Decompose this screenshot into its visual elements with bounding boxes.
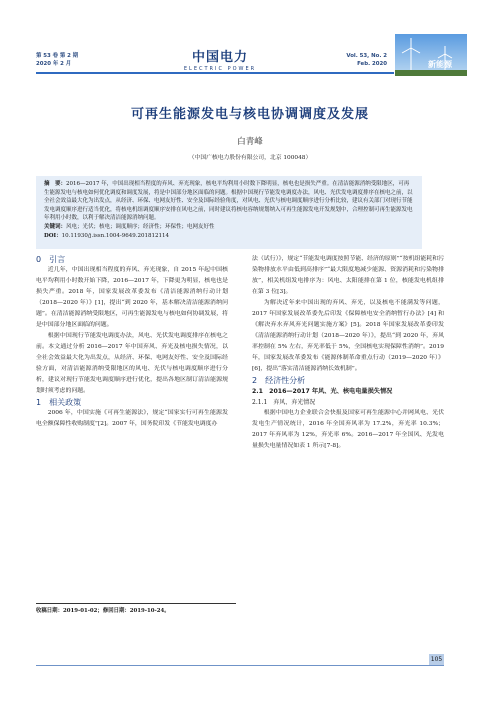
article-title: 可再生能源发电与核电协调调度及发展 xyxy=(130,107,369,122)
doi-line xyxy=(44,232,414,241)
abstract-box xyxy=(36,176,422,249)
header-vol-date-cn xyxy=(36,52,78,68)
column-tag-new-energy: 新能源 xyxy=(428,60,452,69)
header-divider xyxy=(36,72,394,74)
abstract-paragraph xyxy=(44,180,414,223)
keywords-label: 关键词： xyxy=(44,223,67,230)
body-paragraph: 根据中国现行节能发电调度办法，风电、光伏发电调度排序在核电之前。本文通过分析 2016—2017 年中国弃风、弃光及核电损失情况，以全社会效益最大化为出发点，从经济、环保、电网友好性、安全及国际经验方面，对清洁能源消纳受限地区的风电、光伏与核电调度顺序进行分析，建议对现行节能发电调度顺序进行优化，提出各地区制订清洁能源规划时须考虑的问题。 xyxy=(36,333,228,394)
wind-turbine-banner-image xyxy=(395,34,467,76)
page-number: 105 xyxy=(429,654,444,666)
body-paragraph: 法（试行）》，规定“节能发电调度按照节能、经济的原则”“按机组能耗和污染物排放水平由低到高排序”“最大限度地减少能源、资源消耗和污染物排放”，相关机组发电排序为：风电、太阳能排在第 1 位，核能发电机组排在第 3 位[3]。 xyxy=(252,256,444,295)
header-volume-en: Vol. 53, No. 2 xyxy=(346,53,387,59)
header-date-cn: 2020 年 2 月 xyxy=(36,61,72,67)
received-date-note: 收稿日期：2019-01-02；修回日期：2019-10-24。 xyxy=(36,603,236,614)
body-paragraph: 2006 年，中国实施《可再生能源法》，规定“国家实行可再生能源发电全额保障性收购制度”[2]。2007 年，国务院印发《节能发电调度办 xyxy=(36,410,228,427)
header-vol-date-en xyxy=(339,52,387,68)
keywords-text: 风电；光伏；核电；调度顺序；经济性；环保性；电网友好性 xyxy=(66,223,215,230)
section-heading-introduction: 0 引言 xyxy=(36,255,66,264)
section-heading-policy: 1 相关政策 xyxy=(36,398,82,407)
left-column xyxy=(36,254,228,430)
header-date-en: Feb. 2020 xyxy=(357,61,387,67)
author-affiliation: （中国广核电力股份有限公司，北京 100048） xyxy=(188,155,312,161)
header-volume-cn: 第 53 卷 第 2 期 xyxy=(36,53,79,59)
author-name: 白青峰 xyxy=(237,137,263,147)
subsection-heading: 2.1 2016—2017 年风、光、核电电量损失情况 xyxy=(252,388,393,395)
journal-name-cn: 中国电力 xyxy=(191,50,248,65)
journal-masthead xyxy=(150,46,290,72)
keywords-line xyxy=(44,223,414,232)
subsubsection-heading: 2.1.1 弃风、弃光情况 xyxy=(252,399,316,406)
abstract-text: 2016—2017 年，中国出现相当程度的弃风、弃光现象，核电平均利用小时数下降明显，核电也是损失严重。在清洁能源消纳受限地区，可再生能源发电与核电如何优化调度和调度发展，将是中国部分地区面临的问题。根据中国现行节能发电调度办法，风电、光伏发电调度排序在核电之前，以全社会效益最大化为出发点，从经济、环保、电网友好性、安全及国际经验角度，对风电、光伏与核电调度顺序进行分析比较，建议有关部门对现行节能发电调度顺序进行适当优化，将核电机组调度顺序安排在风电之前，同时建议将核电容纳规划纳入可再生能源发电开发规划中，合理控制可再生能源发电年利用小时数，以利于解决清洁能源消纳问题。 xyxy=(44,181,413,222)
right-column xyxy=(252,254,444,452)
footer-divider xyxy=(36,665,444,666)
body-paragraph: 近几年，中国出现相当程度的弃风、弃光现象，自 2015 年起中国核电平均利用小时数开始下降，2016—2017 年，下降更为明显，核电也是损失严重。2018 年，国家发展改革委发布《清洁能源消纳行动计划（2018—2020 年）》[1]，提出“到 2020 年，基本解决清洁能源消纳问题”。在清洁能源消纳受限地区，可再生能源发电与核电如何协调发展，将是中国部分地区面临的问题。 xyxy=(36,267,228,328)
doi-value[interactable]: 10.11930/j.issn.1004-9649.201812114 xyxy=(61,232,169,239)
body-paragraph: 为解决近年来中国出现的弃风、弃光，以及核电不能满发等问题，2017 年国家发展改革委先后印发《保障核电安全消纳暂行办法》[4] 和《解决弃水弃风弃光问题实施方案》[5]。2018 年国家发展改革委印发《清洁能源消纳行动计划（2018—2020 年）》，提出“到 2020 年，弃风率控制在 5% 左右，弃光率低于 5%，全国核电实现保障性消纳”。2019 年，国家发展改革委发布《能源体制革命重点行动（2019—2020 年）》[6]，提出“落实清洁能源消纳长效机制”。 xyxy=(252,300,444,372)
abstract-label: 摘 要： xyxy=(44,181,67,187)
doi-label: DOI： xyxy=(44,232,62,239)
journal-name-en: ELECTRIC POWER xyxy=(183,66,257,72)
body-paragraph: 根据中国电力企业联合会快报及国家可再生能源中心并网风电、光伏发电生产情况统计，2016 年全国弃风率为 17.2%，弃光率 10.3%；2017 年弃风率为 12%，弃光率 6%。2016—2017 年全国风、光发电量损失电量情况如表 1 所示[7-8]。 xyxy=(252,410,444,449)
section-heading-economics: 2 经济性分析 xyxy=(252,376,306,385)
